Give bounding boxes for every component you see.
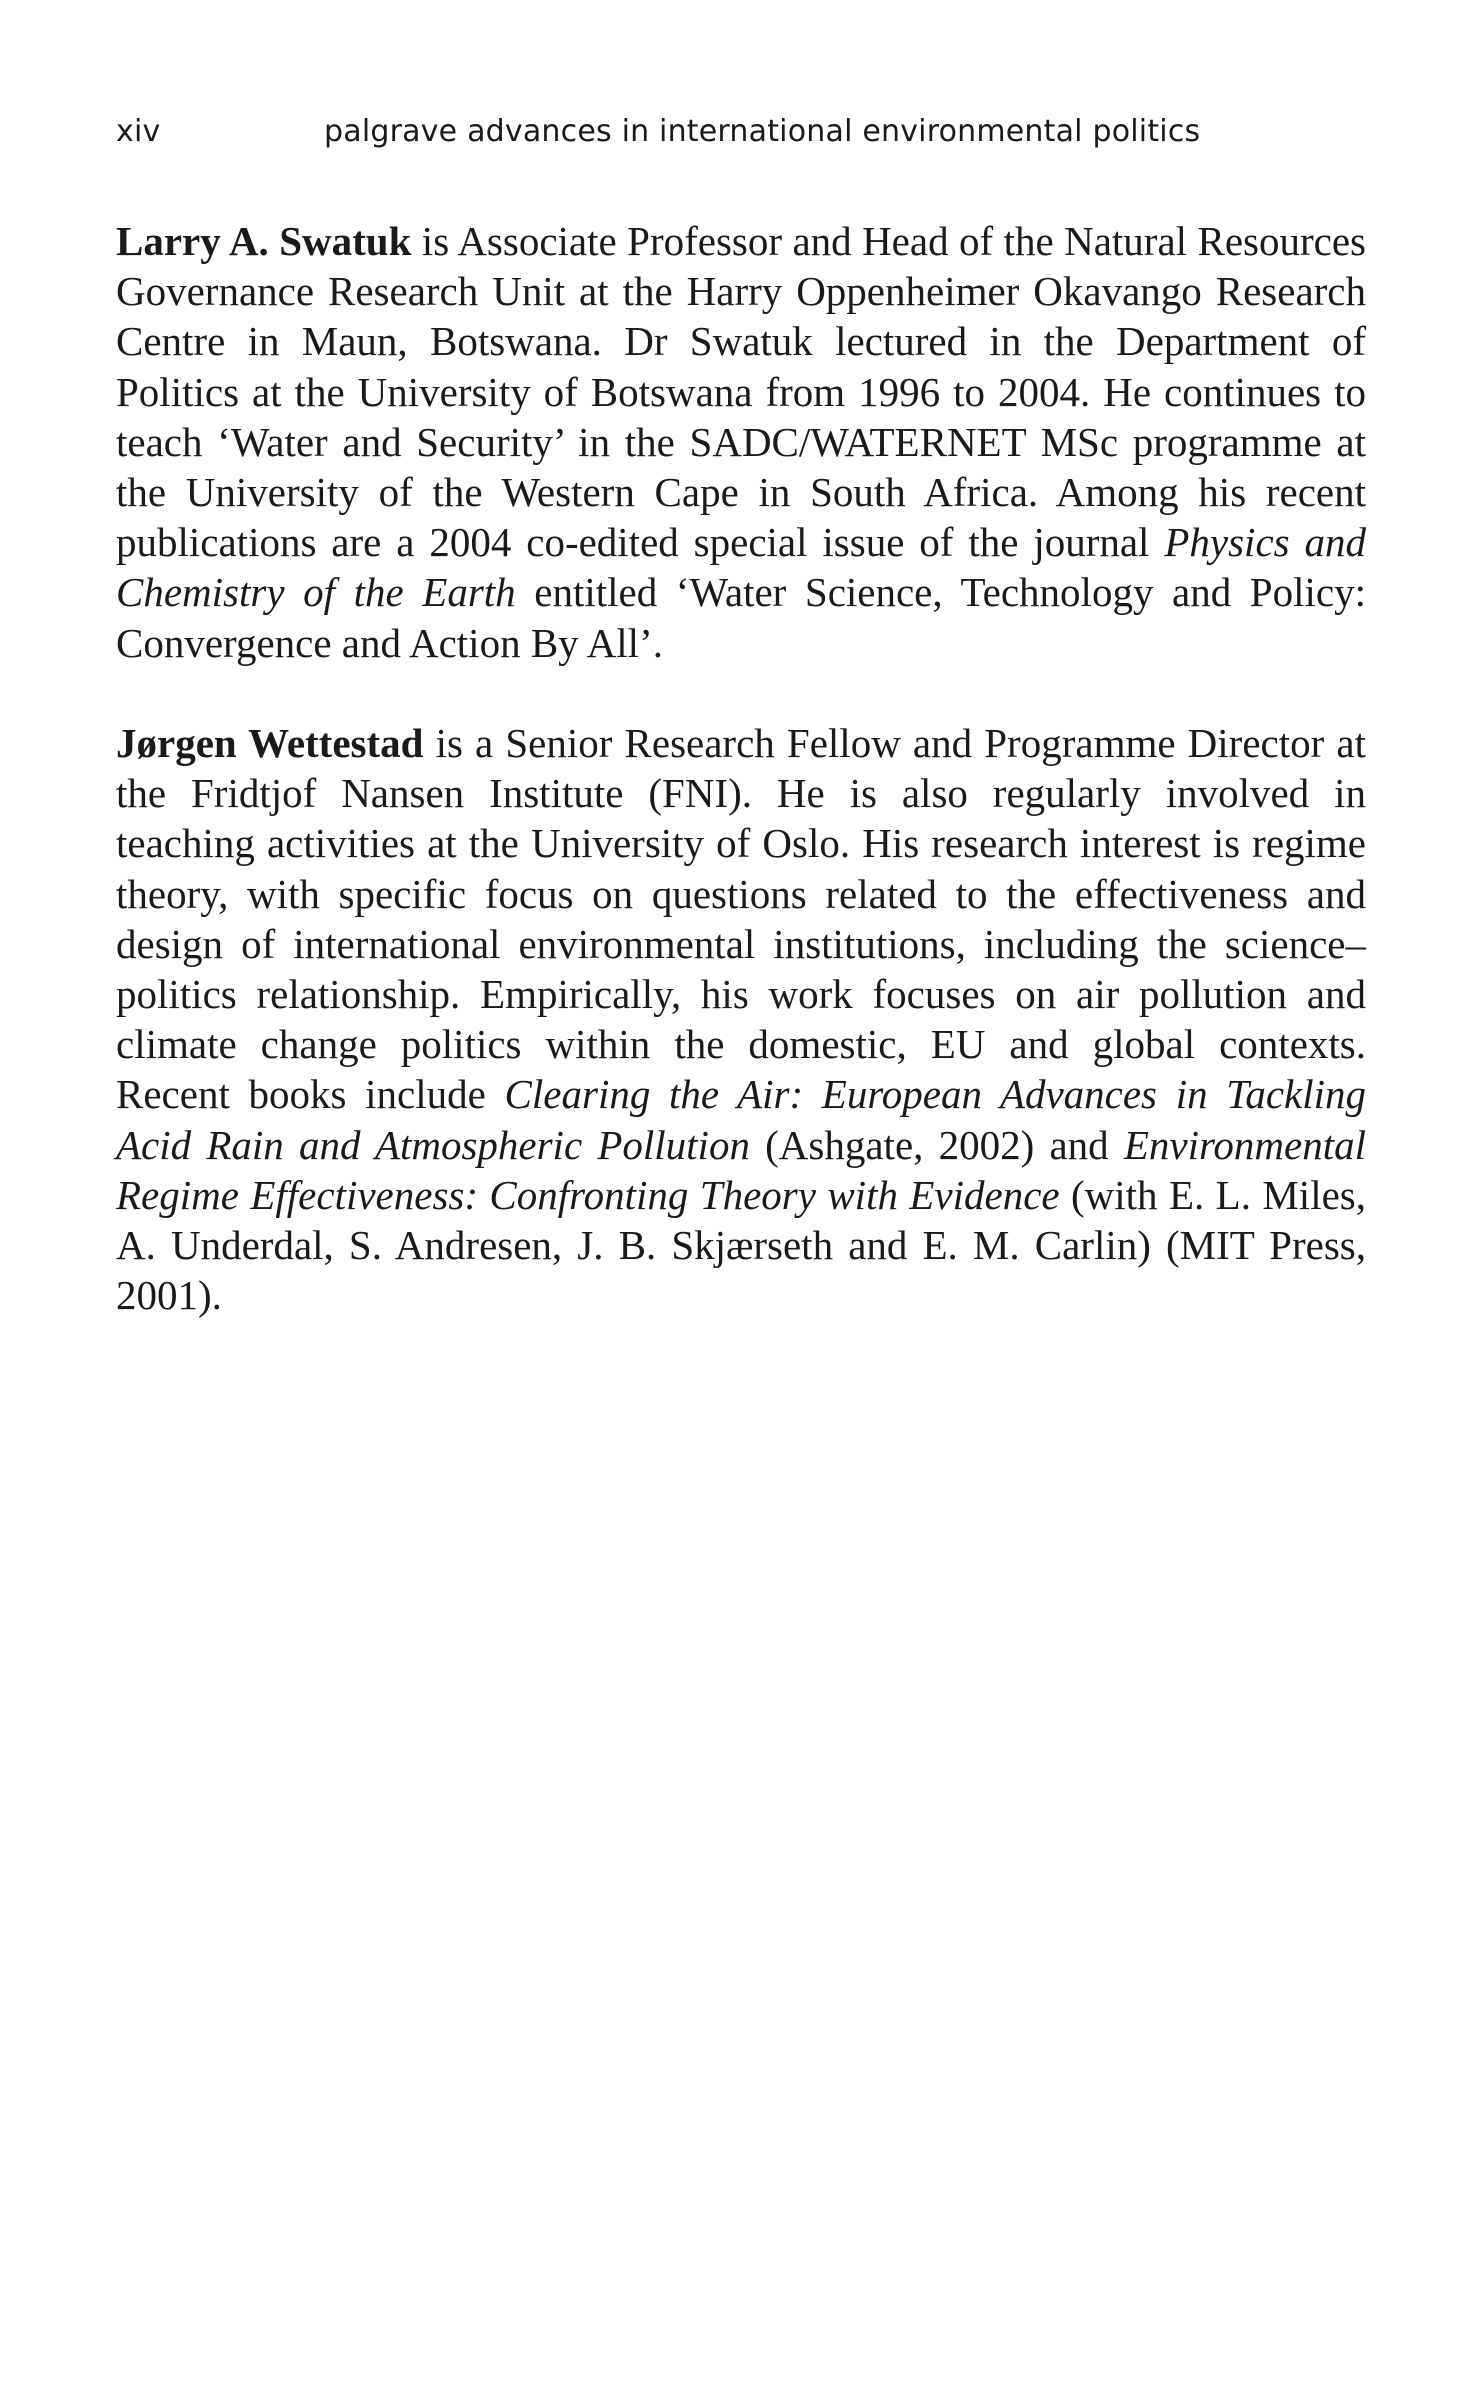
book-title: palgrave advances in international environmental politics [324,114,1201,149]
bio-text: (with E. L. Miles, A. Underdal, S. Andresen, J. B. Skjærseth and E. M. Carlin) (MIT Press, 2001). [116,1171,1366,1319]
bio-text: entitled ‘Water Science, Technology and Policy: Convergence and Action By All’. [116,569,1366,666]
running-head [116,110,1366,154]
contributor-name: Larry A. Swatuk [116,218,412,264]
page-number: xiv [116,114,161,149]
contributor-name: Jørgen Wettestad [116,720,424,766]
contributor-bio-swatuk [116,216,1366,668]
bio-text: is Associate Professor and Head of the Natural Resources Governance Research Unit at the Harry Oppenheimer Okavango Research Centre in Maun, Botswana. Dr Swatuk lectured in the Department of Politics at the University of Botswana from 1996 to 2004. He continues to teach ‘Water and Security’ in the SADC/WATERNET MSc programme at the University of the Western Cape in South Africa. Among his recent publications are a 2004 co-edited special issue of the journal [116,218,1366,566]
publication-title: Environmental Regime Effectiveness: Confronting Theory with Evidence [116,1121,1366,1218]
bio-text: is a Senior Research Fellow and Programme Director at the Fridtjof Nansen Institute (FNI). He is also regularly involved in teaching activities at the University of Oslo. His research interest is regime theory, with specific focus on questions related to the effectiveness and design of international environmental institutions, including the science–politics relationship. Empirically, his work focuses on air pollution and climate change politics within the domestic, EU and global contexts. Recent books include [116,720,1366,1118]
publication-title: Clearing the Air: European Advances in Tackling Acid Rain and Atmospheric Pollution [116,1071,1367,1168]
contributor-bio-wettestad [116,718,1366,1320]
publication-title: Physics and Chemistry of the Earth [116,519,1366,616]
bio-text: (Ashgate, 2002) and [749,1121,1124,1168]
